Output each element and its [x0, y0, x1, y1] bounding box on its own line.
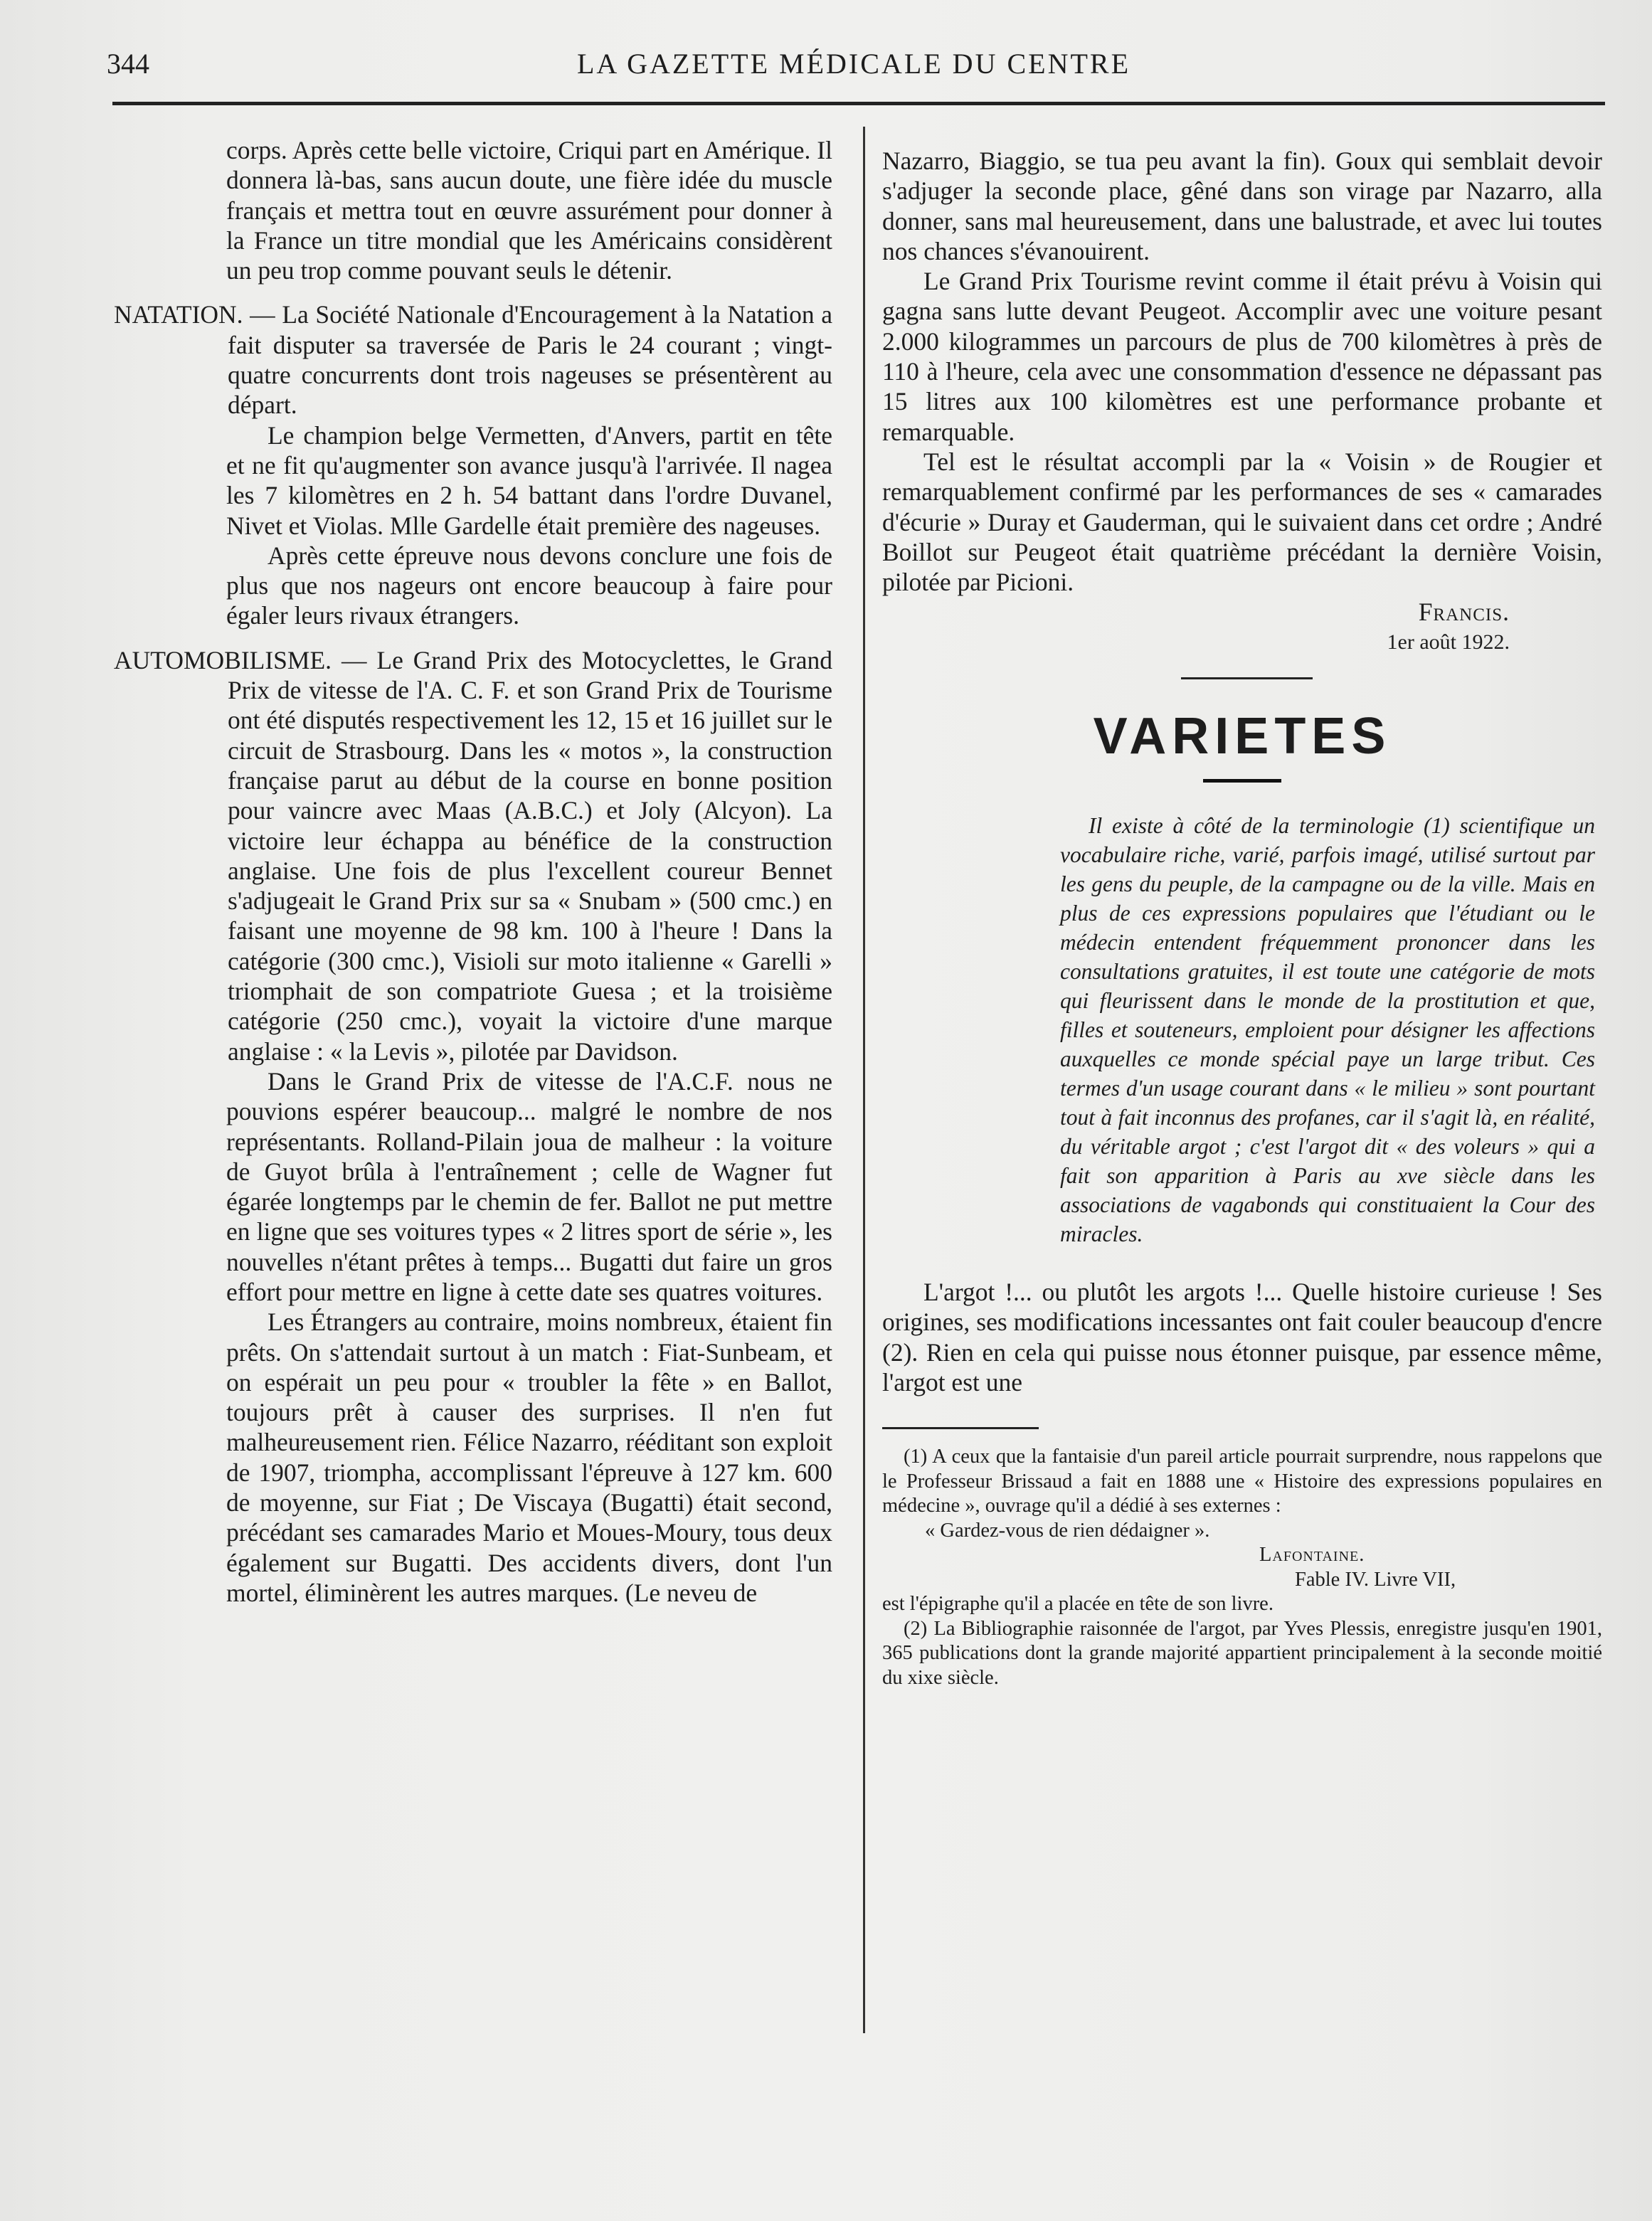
paragraph: Les Étrangers au contraire, moins nombreux, étaient fin prêts. On s'attendait surtout à un match : Fiat-Sunbeam, et on espérait un peu pour « troubler la fête » en Ballot, toujours prêt à causer des surprises. Il n'en fut malheureusement rien. Félice Nazarro, rééditant son exploit de 1907, triompha, accomplissant l'épreuve à 127 km. 600 de moyenne, sur Fiat ; De Viscaya (Bugatti) était second, précédant ses camarades Mario et Moues-Moury, tous deux également sur Bugatti. Des accidents divers, dont l'un mortel, éliminèrent les autres marques. (Le neveu de: [226, 1308, 832, 1607]
automobilisme-text: — Le Grand Prix des Motocyclettes, le Grand Prix de vitesse de l'A. C. F. et son Grand Prix de Tourisme ont été disputés respectivement les 12, 15 et 16 juillet sur le circuit de Strasbourg. Dans les « motos », la construction française parut au début de la course en bonne position pour vaincre avec Maas (A.B.C.) et Joly (Alcyon). La victoire leur échappa au bénéfice de la construction anglaise. Une fois de plus l'excellent coureur Bennet s'adjugeait le Grand Prix sur sa « Snubam » (500 cmc.) en faisant une moyenne de 98 km. 100 à l'heure ! Dans la catégorie (300 cmc.), Visioli sur moto italienne « Garelli » triomphait de son compatriote Guesa ; et la troisième catégorie (250 cmc.), voyait la victoire d'une marque anglaise : « la Levis », pilotée par Davidson.: [228, 645, 832, 1066]
paragraph: Tel est le résultat accompli par la « Voisin » de Rougier et remarquablement confirmé par les performances de ses « camarades d'écurie » Duray et Gauderman, qui le suivaient dans cet ordre ; André Boillot sur Peugeot était quatrième précédant la dernière Voisin, pilotée par Picioni.: [882, 447, 1602, 597]
footnote-source: Fable IV. Livre VII,: [1295, 1568, 1456, 1591]
header-rule: [112, 102, 1605, 105]
intro-block: [882, 811, 1602, 1249]
paragraph: Après cette épreuve nous devons conclure une fois de plus que nos nageurs ont encore beaucoup à faire pour égaler leurs rivaux étrangers.: [226, 541, 832, 630]
paragraph: Dans le Grand Prix de vitesse de l'A.C.F. nous ne pouvions espérer beaucoup... malgré le nombre de nos représentants. Rolland-Pilain joua de malheur : la voiture de Guyot brûla à l'entraînement ; celle de Wagner fut égarée longtemps par le chemin de fer. Ballot ne put mettre en ligne que ses voitures types « 2 litres sport de série », les nouvelles n'étant prêtes à temps... Bugatti dut faire un gros effort pour mettre en ligne à cette date ses quatres voitures.: [226, 1066, 832, 1306]
footnote-2: (2) La Bibliographie raisonnée de l'argot, par Yves Plessis, enregistre jusqu'en 1901, 365 publications dont la grande majorité appartient principalement à la seconde moitié du xixe siècle.: [882, 1617, 1602, 1689]
paragraph: corps. Après cette belle victoire, Criqui part en Amérique. Il donnera là-bas, sans aucun doute, une fière idée du muscle français et mettra tout en œuvre assurément pour donner à la France un titre mondial que les Américains considèrent un peu trop comme pouvant seuls le détenir.: [226, 136, 832, 285]
footnote-end: est l'épigraphe qu'il a placée en tête de son livre.: [882, 1593, 1274, 1616]
paragraph: Le Grand Prix Tourisme revint comme il était prévu à Voisin qui gagna sans lutte devant Peugeot. Accomplir avec une voiture pesant 2.000 kilogrammes un parcours de plus de 700 kilomètres à près de 110 à l'heure, cela avec une consommation d'essence ne dépassant pas 15 litres aux 100 kilomètres est une performance probante et remarquable.: [882, 267, 1602, 446]
paragraph: Nazarro, Biaggio, se tua peu avant la fin). Goux qui semblait devoir s'adjuger la seconde place, gêné dans son virage par Nazarro, alla donner, sans mal heureusement, dans une balustrade, et avec lui toutes nos chances s'évanouirent.: [882, 147, 1602, 265]
paragraph: L'argot !... ou plutôt les argots !... Quelle histoire curieuse ! Ses origines, ses modifications incessantes ont fait couler beaucoup d'encre (2). Rien en cela qui puisse nous étonner puisque, par essence même, l'argot est une: [882, 1278, 1602, 1396]
column-separator: [863, 127, 865, 2033]
page-number: 344: [107, 48, 149, 80]
section-label-automobilisme: AUTOMOBILISME.: [114, 645, 332, 674]
page-header: [107, 41, 1601, 91]
footnote-rule: [882, 1427, 1039, 1429]
section-label-natation: NATATION.: [114, 300, 243, 329]
right-column: [882, 146, 1602, 1690]
journal-title: LA GAZETTE MÉDICALE DU CENTRE: [576, 48, 1131, 80]
section-title: VARIETES: [1093, 708, 1392, 765]
footnotes: [882, 1445, 1602, 1690]
paragraph: Le champion belge Vermetten, d'Anvers, partit en tête et ne fit qu'augmenter son avance jusqu'à l'arrivée. Il nagea les 7 kilomètres en 2 h. 54 battant dans l'ordre Duvanel, Nivet et Violas. Mlle Gardelle était première des nageuses.: [226, 420, 832, 540]
author-signature: Francis.: [1418, 598, 1510, 627]
footnote-quote: « Gardez-vous de rien dédaigner ».: [925, 1519, 1210, 1542]
intro-paragraph: Il existe à côté de la terminologie (1) scientifique un vocabulaire riche, varié, parfois imagé, utilisé surtout par les gens du peuple, de la campagne ou de la ville. Mais en plus de ces expressions populaires que l'étudiant ou le médecin entendent fréquemment prononcer dans les consultations gratuites, il est toute une catégorie de mots qui fleurissent dans le monde de la prostitution et que, filles et souteneurs, emploient pour désigner les affections auxquelles ce monde spécial paye un large tribut. Ces termes d'un usage courant dans « le milieu » sont pourtant tout à fait inconnus des profanes, car il s'agit là, en réalité, du véritable argot ; c'est l'argot dit « des voleurs » qui a fait son apparition à Paris au xve siècle dans les associations de vagabonds qui constituaient la Cour des miracles.: [1060, 813, 1595, 1247]
footnote-author: Lafontaine.: [1259, 1544, 1365, 1567]
title-rule: [1203, 779, 1281, 783]
separator-rule: [1181, 677, 1313, 679]
footnote-1: (1) A ceux que la fantaisie d'un pareil article pourrait surprendre, nous rappelons que le Professeur Brissaud a fait en 1888 une « Histoire des expressions populaires en médecine », ouvrage qu'il a dédié à ses externes :: [882, 1446, 1602, 1517]
natation-text: — La Société Nationale d'Encouragement à la Natation a fait disputer sa traversée de Paris le 24 courant ; vingt-quatre concurrents dont trois nageuses se présentèrent au départ.: [228, 300, 832, 420]
article-date: 1er août 1922.: [1387, 630, 1510, 654]
left-column: [114, 135, 832, 1608]
natation-paragraph: [114, 300, 832, 420]
automobilisme-paragraph: [114, 645, 832, 1066]
